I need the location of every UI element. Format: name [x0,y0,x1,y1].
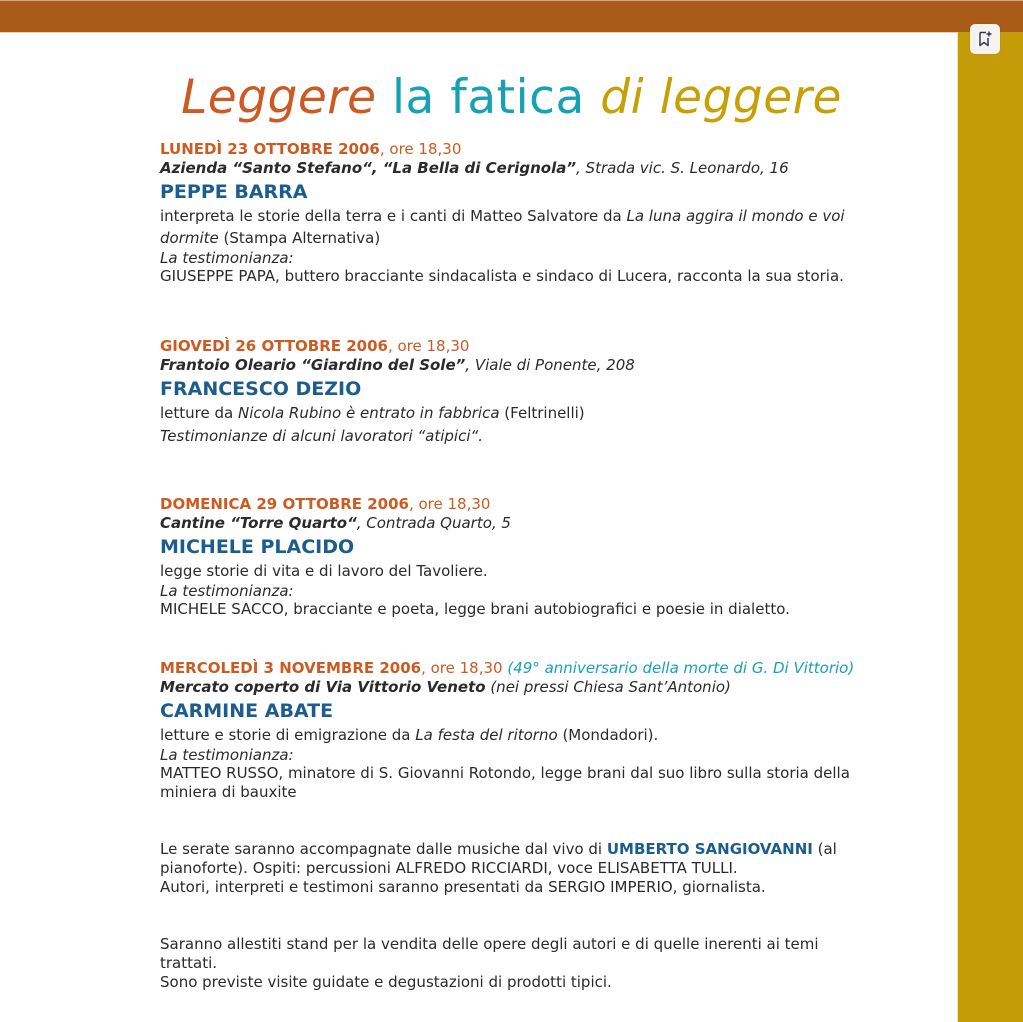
event-performer: FRANCESCO DEZIO [160,378,362,400]
top-banner [0,0,1023,32]
music-text: Le serate saranno accompagnate dalle musiche dal vivo di [160,840,607,858]
publisher: (Mondadori). [557,726,659,744]
venue-address: , Strada vic. S. Leonardo, 16 [576,159,789,177]
event-description [160,402,870,424]
event-date-line [160,495,870,514]
event-venue [160,678,870,697]
book-title: Nicola Rubino è entrato in fabbrica [237,404,500,422]
event-description: legge storie di vita e di lavoro del Tavoliere. [160,562,488,580]
program-content [160,140,870,992]
event-date: GIOVEDÌ 26 OTTOBRE 2006 [160,337,388,355]
event-1 [160,140,870,286]
event-description [160,724,870,746]
visits-paragraph: Sono previste visite guidate e degustazioni di prodotti tipici. [160,973,612,991]
event-date: MERCOLEDÌ 3 NOVEMBRE 2006 [160,659,422,677]
event-3 [160,495,870,619]
testimony-label: La testimonianza: [160,249,294,267]
event-performer: MICHELE PLACIDO [160,536,355,558]
testimony-label: La testimonianza: [160,746,294,764]
event-venue [160,514,870,533]
testimony-text: GIUSEPPE PAPA, buttero bracciante sindacalista e sindaco di Lucera, racconta la sua storia. [160,267,844,285]
publisher: (Feltrinelli) [499,404,585,422]
event-performer: PEPPE BARRA [160,181,308,203]
title-part-2: la fatica [392,70,585,125]
stands-notes [160,935,870,992]
venue-name: Azienda “Santo Stefano“, “La Bella di Cerignola” [160,159,577,177]
event-time: , ore 18,30 [387,337,470,355]
side-banner [958,32,1023,1022]
venue-address: , Viale di Ponente, 208 [465,356,635,374]
event-extra [160,425,870,447]
event-date-line [160,337,870,356]
page-title [0,70,1023,126]
event-time: , ore 18,30 [379,140,462,158]
testimony-label: La testimonianza: [160,582,294,600]
music-paragraph [160,840,870,878]
event-performer: CARMINE ABATE [160,700,334,722]
musician-name: UMBERTO SANGIOVANNI [606,840,813,858]
event-venue [160,159,870,178]
event-4 [160,659,870,802]
bookmark-button[interactable] [970,24,1000,54]
event-date-line [160,659,870,678]
event-time: , ore 18,30 [408,495,491,513]
extra-note: Testimonianze di alcuni lavoratori “atipici“. [160,427,484,445]
stands-paragraph: Saranno allestiti stand per la vendita delle opere degli autori e di quelle inerenti ai temi trattati. [160,935,819,972]
event-date: DOMENICA 29 OTTOBRE 2006 [160,495,409,513]
venue-address: , Contrada Quarto, 5 [356,514,511,532]
event-time: , ore 18,30 [421,659,508,677]
music-notes [160,840,870,897]
book-title: La luna aggira il mondo e voi dormite [160,207,845,247]
event-2 [160,337,870,447]
desc-text: letture e storie di emigrazione da [160,726,416,744]
venue-address: (nei pressi Chiesa Sant’Antonio) [485,678,731,696]
testimony-text: MICHELE SACCO, bracciante e poeta, legge brani autobiografici e poesie in dialetto. [160,600,790,618]
event-description [160,205,870,249]
publisher: (Stampa Alternativa) [218,229,381,247]
venue-name: Frantoio Oleario “Giardino del Sole” [160,356,466,374]
event-anniversary-note: (49° anniversario della morte di G. Di Vittorio) [507,659,855,677]
bookmark-add-icon [976,30,994,48]
title-part-3: di leggere [600,70,842,125]
desc-text: letture da [160,404,238,422]
guests-text: (al pianoforte). Ospiti: percussioni ALFREDO RICCIARDI, voce ELISABETTA TULLI. [160,840,837,877]
event-date: LUNEDÌ 23 OTTOBRE 2006 [160,140,380,158]
venue-name: Cantine “Torre Quarto“ [160,514,357,532]
venue-name: Mercato coperto di Via Vittorio Veneto [160,678,486,696]
presenter-paragraph: Autori, interpreti e testimoni saranno presentati da SERGIO IMPERIO, giornalista. [160,878,766,896]
event-venue [160,356,870,375]
event-date-line [160,140,870,159]
testimony-text: MATTEO RUSSO, minatore di S. Giovanni Rotondo, legge brani dal suo libro sulla storia della miniera di bauxite [160,764,850,801]
title-part-1: Leggere [181,70,377,125]
book-title: La festa del ritorno [415,726,558,744]
desc-text: interpreta le storie della terra e i canti di Matteo Salvatore da [160,207,627,225]
